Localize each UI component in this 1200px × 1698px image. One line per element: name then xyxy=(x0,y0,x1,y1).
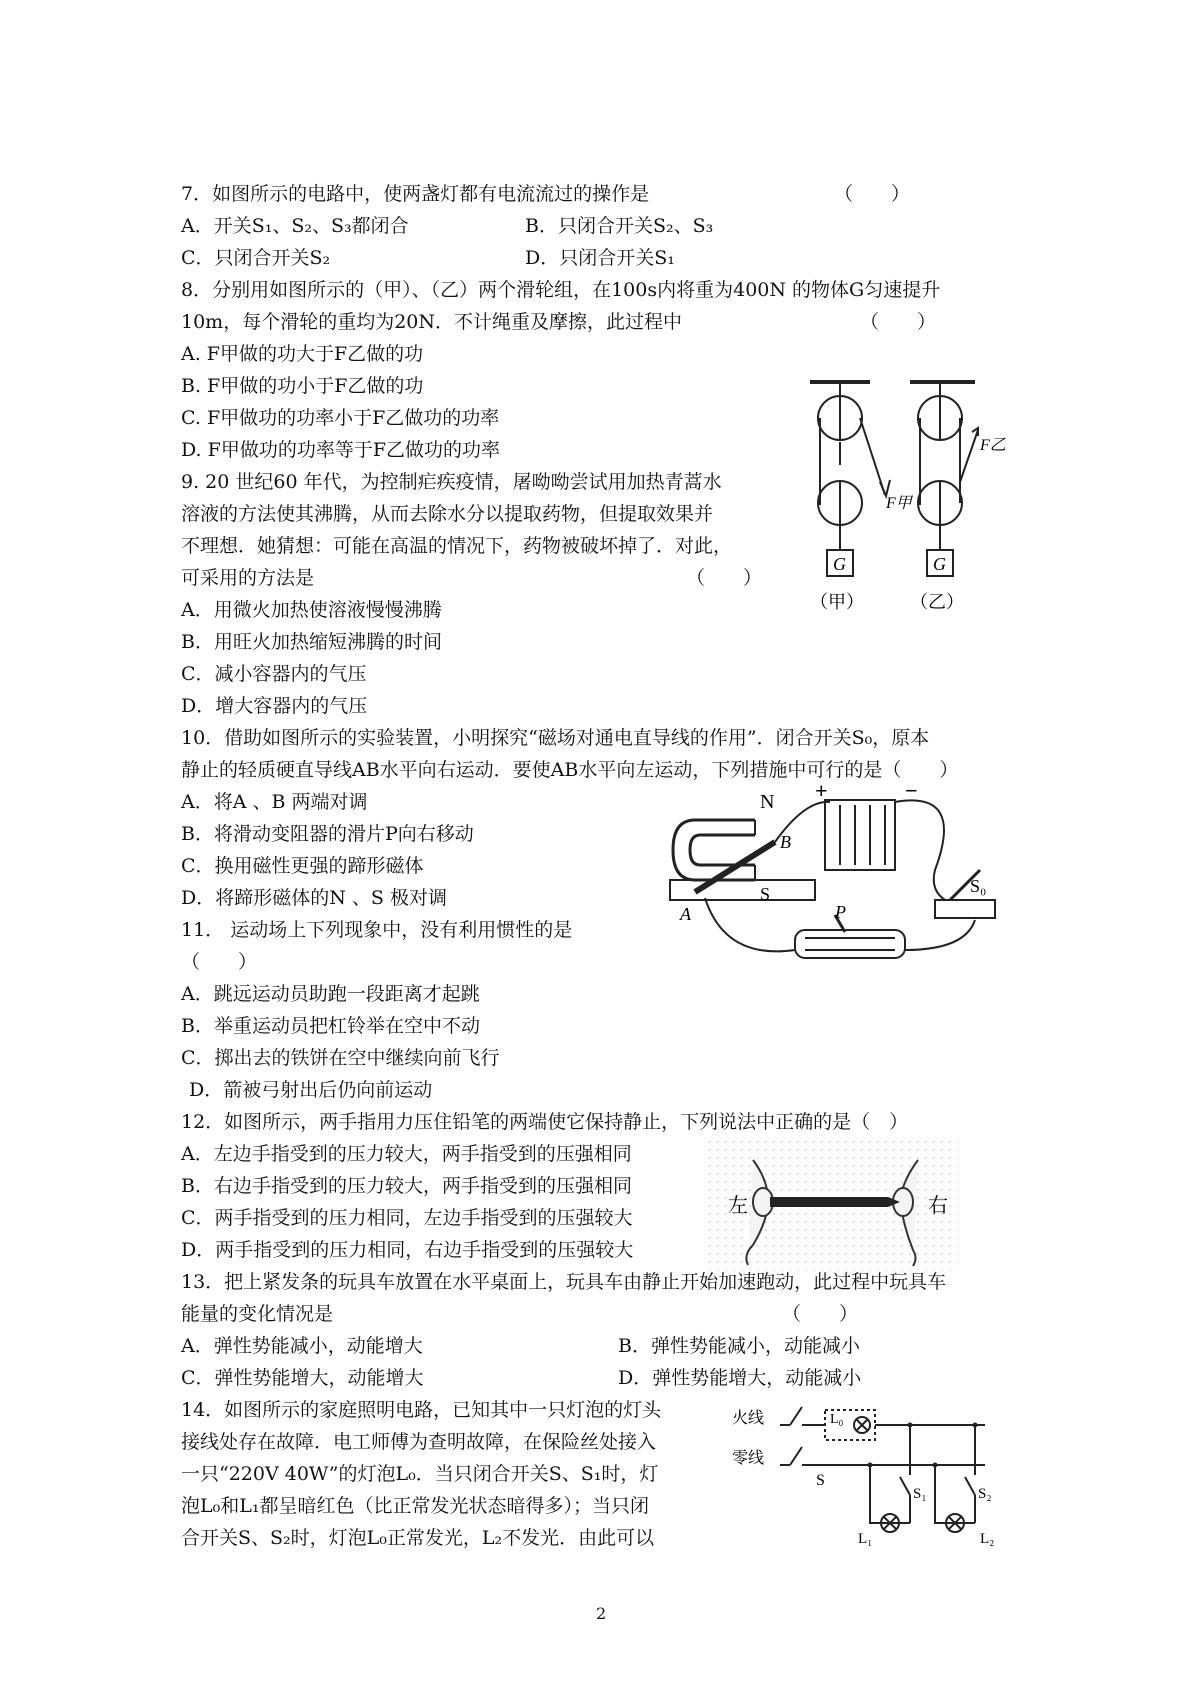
q11-option-d: D．箭被弓射出后仍向前运动 xyxy=(189,1079,433,1101)
q8-option-b: B. F甲做的功小于F乙做的功 xyxy=(181,375,424,397)
battery-minus-label: − xyxy=(905,778,918,803)
q9-option-c: C．减小容器内的气压 xyxy=(181,663,367,685)
q12-option-d: D．两手指受到的压力相同，右边手指受到的压强较大 xyxy=(181,1239,634,1261)
force-right-label: F乙 xyxy=(980,437,1006,454)
neutral-wire-label: 零线 xyxy=(732,1450,765,1467)
magnet-n-label: N xyxy=(760,791,775,813)
q12-option-a: A．左边手指受到的压力较大，两手指受到的压强相同 xyxy=(181,1143,632,1165)
q8-paren: （ ） xyxy=(860,311,937,333)
q7-option-b: B．只闭合开关S₂、S₃ xyxy=(525,215,714,237)
q8-stem-line2: 10m，每个滑轮的重均为20N．不计绳重及摩擦，此过程中 xyxy=(181,311,682,333)
q9-line3: 不理想．她猜想：可能在高温的情况下，药物被破坏掉了．对此， xyxy=(181,535,733,557)
q9-option-a: A．用微火加热使溶液慢慢沸腾 xyxy=(181,599,442,621)
live-wire-label: 火线 xyxy=(732,1410,765,1427)
block-label-right: G xyxy=(933,554,946,574)
q14-line2: 接线处存在故障．电工师傅为查明故障，在保险丝处接入 xyxy=(181,1431,657,1453)
q7-option-d: D．只闭合开关S₁ xyxy=(525,247,675,269)
q13-stem-line2: 能量的变化情况是 xyxy=(181,1303,334,1325)
lamp-l1-label: L₁ xyxy=(858,1531,873,1547)
caption-right: （乙） xyxy=(910,592,964,612)
q12-option-c: C．两手指受到的压力相同，左边手指受到的压强较大 xyxy=(181,1207,633,1229)
q14-line3: 一只“220V 40W”的灯泡L₀．当只闭合开关S、S₁时，灯 xyxy=(181,1463,659,1485)
q7-paren: （ ） xyxy=(834,183,911,205)
q13-option-b: B．弹性势能减小，动能减小 xyxy=(618,1335,860,1357)
q10-option-d: D．将蹄形磁体的N 、S 极对调 xyxy=(181,887,447,909)
magnet-apparatus-figure xyxy=(665,780,1005,970)
q8-option-d: D. F甲做功的功率等于F乙做功的功率 xyxy=(181,439,501,461)
block-label-left: G xyxy=(833,554,846,574)
q9-line4: 可采用的方法是 xyxy=(181,567,315,589)
q10-line1: 10．借助如图所示的实验装置，小明探究“磁场对通电直导线的作用”．闭合开关S₀，原本 xyxy=(181,727,930,749)
q9-line2: 溶液的方法使其沸腾，从而去除水分以提取药物，但提取效果并 xyxy=(181,503,714,525)
q11-option-a: A．跳远运动员助跑一段距离才起跳 xyxy=(181,983,480,1005)
left-label: 左 xyxy=(728,1195,748,1217)
q14-line5: 合开关S、S₂时，灯泡L₀正常发光，L₂不发光．由此可以 xyxy=(181,1527,655,1549)
slider-p-label: P xyxy=(835,902,846,922)
q14-line1: 14．如图所示的家庭照明电路，已知其中一只灯泡的灯头 xyxy=(181,1399,662,1421)
q12-stem: 12．如图所示，两手指用力压住铅笔的两端使它保持静止，下列说法中正确的是（ ） xyxy=(181,1111,909,1133)
q9-paren: （ ） xyxy=(686,567,763,589)
q9-option-b: B．用旺火加热缩短沸腾的时间 xyxy=(181,631,442,653)
magnet-s-label: S xyxy=(760,884,771,904)
wire-a-label: A xyxy=(680,904,691,924)
q12-option-b: B．右边手指受到的压力较大，两手指受到的压强相同 xyxy=(181,1175,632,1197)
q13-stem-line1: 13．把上紧发条的玩具车放置在水平桌面上，玩具车由静止开始加速跑动，此过程中玩具车 xyxy=(181,1271,947,1293)
q8-option-a: A. F甲做的功大于F乙做的功 xyxy=(181,343,424,365)
page-number: 2 xyxy=(596,1604,607,1623)
switch-s0-label: S₀ xyxy=(970,876,987,896)
lamp-l2-label: L₂ xyxy=(980,1531,995,1547)
caption-left: （甲） xyxy=(810,592,864,612)
home-circuit-figure xyxy=(730,1395,1000,1545)
q7-option-c: C．只闭合开关S₂ xyxy=(181,247,331,269)
q13-option-d: D．弹性势能增大，动能减小 xyxy=(618,1367,862,1389)
q8-stem-line1: 8．分别用如图所示的（甲）、（乙）两个滑轮组，在100s内将重为400N 的物体G匀速提升 xyxy=(181,279,941,301)
wire-b-label: B xyxy=(780,832,791,852)
q10-option-a: A．将A 、B 两端对调 xyxy=(181,791,368,813)
switch-s-label: S xyxy=(816,1472,825,1489)
pencil-figure xyxy=(708,1140,958,1270)
switch-s1-label: S₁ xyxy=(913,1486,927,1502)
q14-line4: 泡L₀和L₁都呈暗红色（比正常发光状态暗得多）；当只闭 xyxy=(181,1495,649,1517)
q13-option-a: A．弹性势能减小，动能增大 xyxy=(181,1335,423,1357)
q9-option-d: D．增大容器内的气压 xyxy=(181,695,368,717)
q10-line2: 静止的轻质硬直导线AB水平向右运动．要使AB水平向左运动，下列措施中可行的是（ ） xyxy=(181,759,959,781)
q10-option-b: B．将滑动变阻器的滑片P向右移动 xyxy=(181,823,474,845)
q10-option-c: C．换用磁性更强的蹄形磁体 xyxy=(181,855,424,877)
q9-line1: 9. 20 世纪60 年代，为控制疟疾疫情，屠呦呦尝试用加热青蒿水 xyxy=(181,471,722,493)
q11-stem: 11． 运动场上下列现象中，没有利用惯性的是 xyxy=(181,919,573,941)
q11-option-c: C．掷出去的铁饼在空中继续向前飞行 xyxy=(181,1047,500,1069)
q13-option-c: C．弹性势能增大，动能增大 xyxy=(181,1367,424,1389)
l0-label: L₀ xyxy=(830,1412,844,1427)
q11-paren: （ ） xyxy=(181,951,258,973)
q13-paren: （ ） xyxy=(782,1303,859,1325)
force-left-label: F甲 xyxy=(886,495,912,512)
pulley-figure xyxy=(800,370,1006,620)
q7-option-a: A．开关S₁、S₂、S₃都闭合 xyxy=(181,215,409,237)
q11-option-b: B．举重运动员把杠铃举在空中不动 xyxy=(181,1015,480,1037)
q7-stem: 7．如图所示的电路中，使两盏灯都有电流流过的操作是 xyxy=(181,183,650,205)
right-label: 右 xyxy=(928,1195,948,1217)
battery-plus-label: + xyxy=(815,778,828,803)
switch-s2-label: S₂ xyxy=(978,1486,992,1502)
q8-option-c: C. F甲做功的功率小于F乙做功的功率 xyxy=(181,407,500,429)
